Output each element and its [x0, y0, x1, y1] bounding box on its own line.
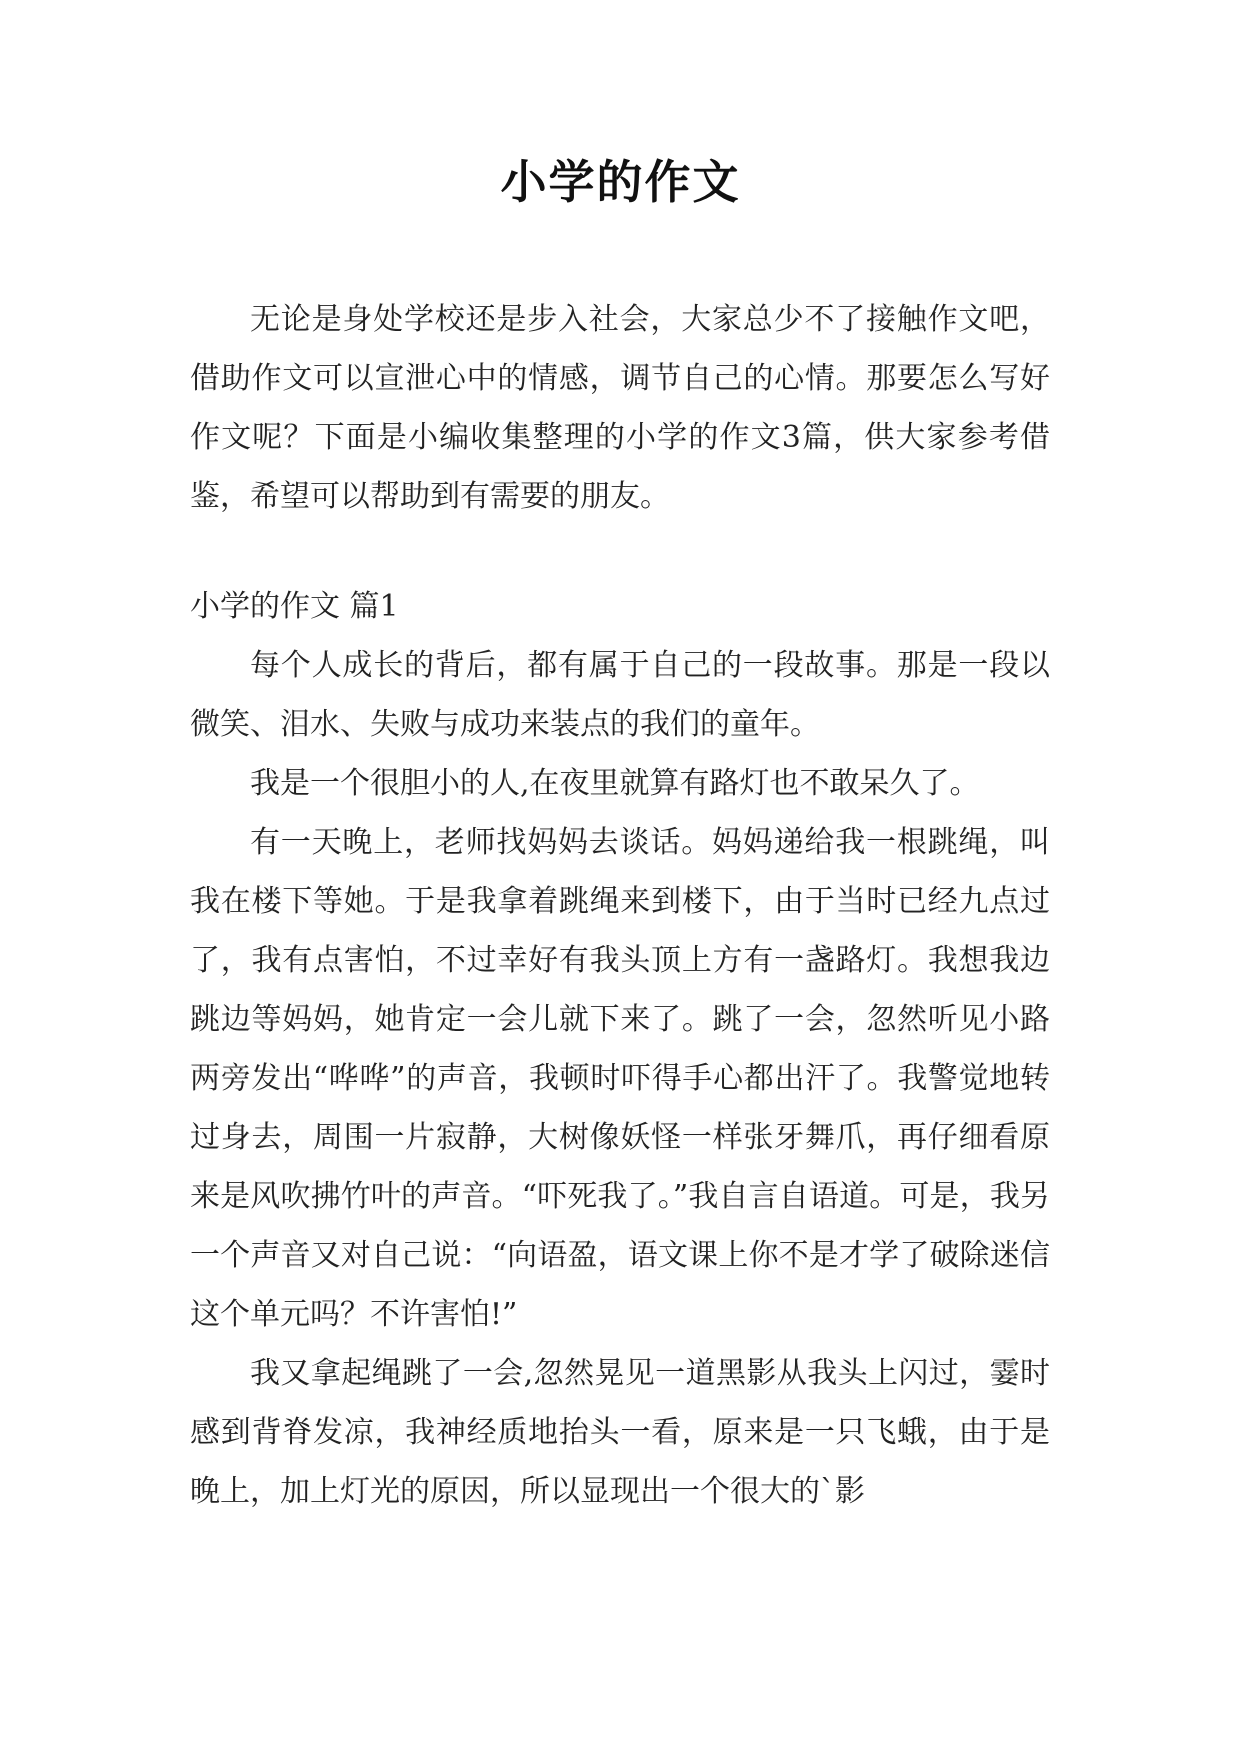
essay-paragraph-2: 我是一个很胆小的人,在夜里就算有路灯也不敢呆久了。 [250, 766, 980, 801]
essay-paragraph-4: 我又拿起绳跳了一会,忽然晃见一道黑影从我头上闪过，霎时感到背脊发凉，我神经质地抬头一看，原来是一只飞蛾，由于是晚上，加上灯光的原因，所以显现出一个很大的`影 [190, 1356, 1050, 1509]
essay-paragraph-3: 有一天晚上，老师找妈妈去谈话。妈妈递给我一根跳绳，叫我在楼下等她。于是我拿着跳绳来到楼下，由于当时已经九点过了，我有点害怕，不过幸好有我头顶上方有一盏路灯。我想我边跳边等妈妈，她肯定一会儿就下来了。跳了一会，忽然听见小路两旁发出“哗哗”的声音，我顿时吓得手心都出汗了。我警觉地转过身去，周围一片寂静，大树像妖怪一样张牙舞爪，再仔细看原来是风吹拂竹叶的声音。“吓死我了。”我自言自语道。可是，我另一个声音又对自己说：“向语盈，语文课上你不是才学了破除迷信这个单元吗？不许害怕!” [190, 825, 1050, 1332]
intro-paragraph: 无论是身处学校还是步入社会，大家总少不了接触作文吧，借助作文可以宣泄心中的情感，调节自己的心情。那要怎么写好作文呢？下面是小编收集整理的小学的作文3篇，供大家参考借鉴，希望可以帮助到有需要的朋友。 [190, 302, 1050, 514]
document-title: 小学的作文 [500, 155, 741, 209]
intro-block [190, 290, 1050, 526]
section-heading: 小学的作文 篇1 [190, 589, 399, 624]
essay-paragraph-1: 每个人成长的背后，都有属于自己的一段故事。那是一段以微笑、泪水、失败与成功来装点的我们的童年。 [190, 648, 1050, 742]
essay-section [190, 577, 1050, 1521]
